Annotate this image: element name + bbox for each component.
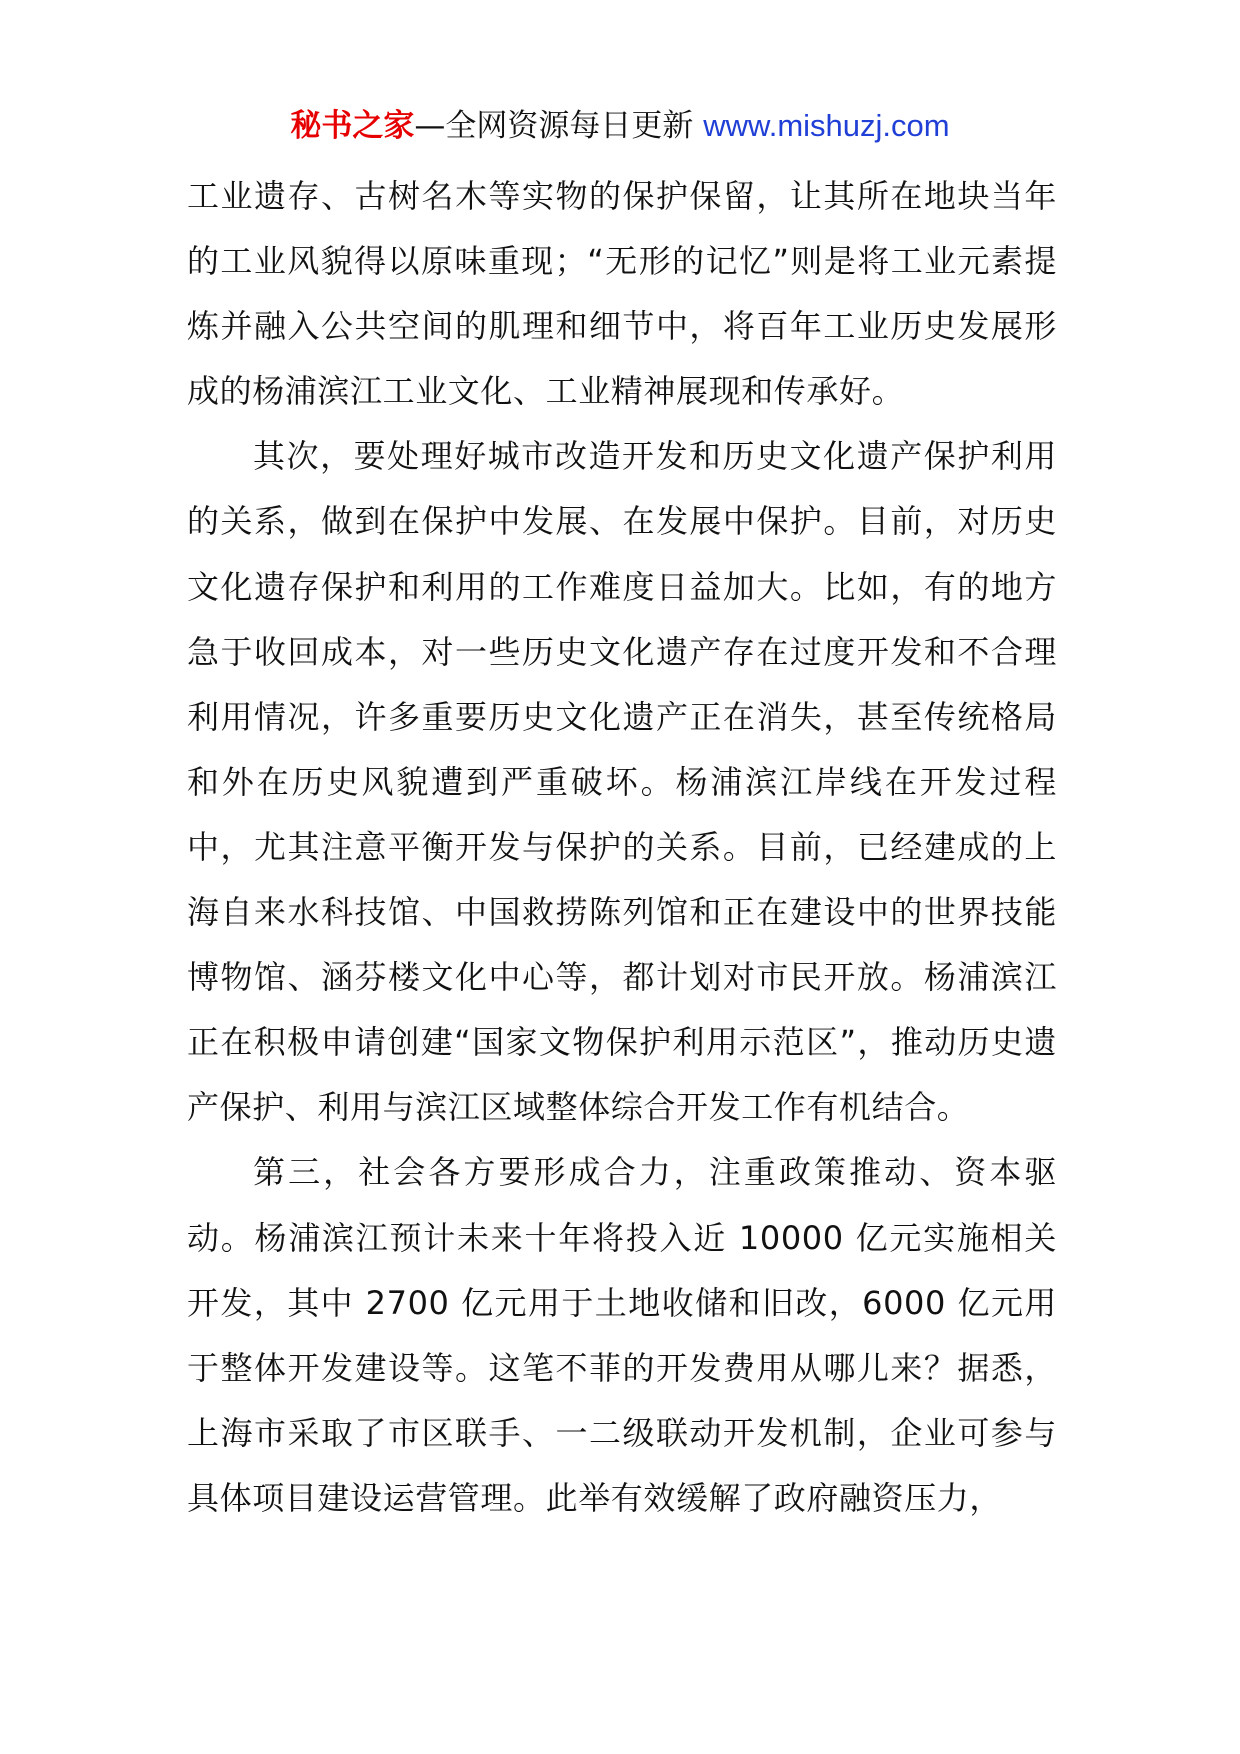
paragraph-third: 第三，社会各方要形成合力，注重政策推动、资本驱动。杨浦滨江预计未来十年将投入近 10000 亿元实施相关开发，其中 2700 亿元用于土地收储和旧改，6000 亿元用于整体开发建设等。这笔不菲的开发费用从哪儿来？据悉，上海市采取了市区联手、一二级联动开发机制，企业可参与具体项目建设运营管理。此举有效缓解了政府融资压力，: [187, 1153, 1057, 1517]
paragraph-continued: 工业遗存、古树名木等实物的保护保留，让其所在地块当年的工业风貌得以原味重现；“无形的记忆”则是将工业元素提炼并融入公共空间的肌理和细节中，将百年工业历史发展形成的杨浦滨江工业文化、工业精神展现和传承好。: [187, 177, 1057, 411]
header-url-link[interactable]: www.mishuzj.com: [703, 108, 950, 143]
document-body: [187, 164, 1057, 1531]
header-brand: 秘书之家: [290, 108, 415, 144]
page-header: [0, 104, 1240, 148]
paragraph-second: 其次，要处理好城市改造开发和历史文化遗产保护利用的关系，做到在保护中发展、在发展中保护。目前，对历史文化遗存保护和利用的工作难度日益加大。比如，有的地方急于收回成本，对一些历史文化遗产存在过度开发和不合理利用情况，许多重要历史文化遗产正在消失，甚至传统格局和外在历史风貌遭到严重破坏。杨浦滨江岸线在开发过程中，尤其注意平衡开发与保护的关系。目前，已经建成的上海自来水科技馆、中国救捞陈列馆和正在建设中的世界技能博物馆、涵芬楼文化中心等，都计划对市民开放。杨浦滨江正在积极申请创建“国家文物保护利用示范区”，推动历史遗产保护、利用与滨江区域整体综合开发工作有机结合。: [187, 437, 1057, 1127]
header-slogan: —全网资源每日更新: [414, 108, 694, 144]
